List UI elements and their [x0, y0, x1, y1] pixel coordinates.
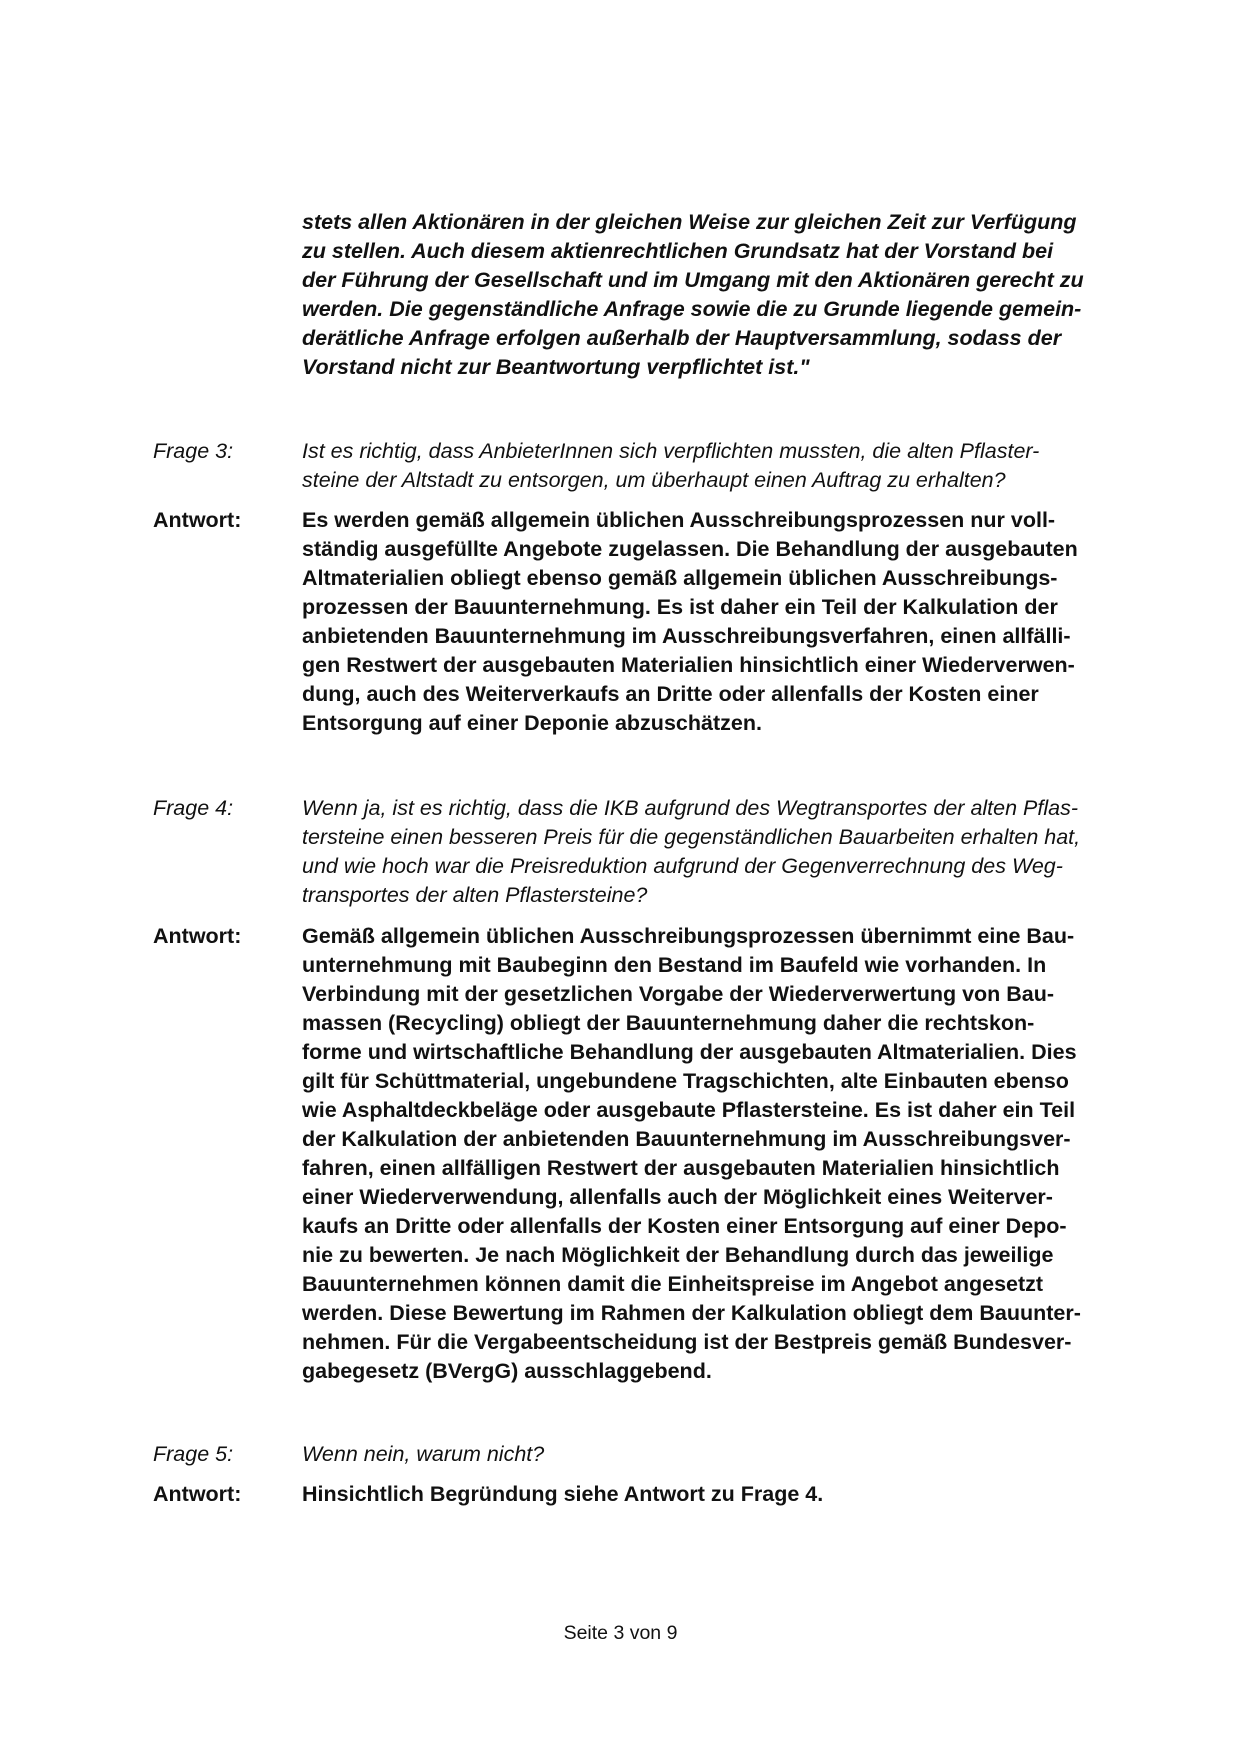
answer-4-line: Verbindung mit der gesetzlichen Vorgabe der Wiederverwertung von Bau- — [302, 982, 1055, 1006]
question-4-label: Frage 4: — [153, 796, 234, 820]
answer-4-line: unternehmung mit Baubeginn den Bestand im Baufeld wie vorhanden. In — [302, 953, 1047, 977]
answer-4-line: kaufs an Dritte oder allenfalls der Kosten einer Entsorgung auf einer Depo- — [302, 1214, 1067, 1238]
question-3-line: steine der Altstadt zu entsorgen, um überhaupt einen Auftrag zu erhalten? — [302, 468, 1006, 492]
question-4-line: transportes der alten Pflastersteine? — [302, 883, 648, 907]
answer-3-line: Altmaterialien obliegt ebenso gemäß allgemein üblichen Ausschreibungs- — [302, 566, 1058, 590]
intro-line: stets allen Aktionären in der gleichen Weise zur gleichen Zeit zur Verfügung — [302, 210, 1077, 234]
answer-4-line: gabegesetz (BVergG) ausschlaggebend. — [302, 1359, 712, 1383]
question-4-line: tersteine einen besseren Preis für die gegenständlichen Bauarbeiten erhalten hat, — [302, 825, 1081, 849]
answer-3-line: anbietenden Bauunternehmung im Ausschreibungsverfahren, einen allfälli- — [302, 624, 1071, 648]
answer-3-line: dung, auch des Weiterverkaufs an Dritte oder allenfalls der Kosten einer — [302, 682, 1039, 706]
answer-4-line: fahren, einen allfälligen Restwert der ausgebauten Materialien hinsichtlich — [302, 1156, 1060, 1180]
intro-line: Vorstand nicht zur Beantwortung verpflichtet ist." — [302, 355, 810, 379]
intro-line: derätliche Anfrage erfolgen außerhalb der Hauptversammlung, sodass der — [302, 326, 1062, 350]
intro-line: der Führung der Gesellschaft und im Umgang mit den Aktionären gerecht zu — [302, 268, 1084, 292]
answer-5-line: Hinsichtlich Begründung siehe Antwort zu Frage 4. — [302, 1482, 824, 1506]
question-3-label: Frage 3: — [153, 439, 234, 463]
answer-4-label: Antwort: — [153, 924, 242, 948]
answer-3-line: Entsorgung auf einer Deponie abzuschätzen. — [302, 711, 762, 735]
answer-4-line: nie zu bewerten. Je nach Möglichkeit der Behandlung durch das jeweilige — [302, 1243, 1054, 1267]
page-number: Seite 3 von 9 — [563, 1622, 678, 1644]
answer-3-line: gen Restwert der ausgebauten Materialien hinsichtlich einer Wiederverwen- — [302, 653, 1075, 677]
intro-line: zu stellen. Auch diesem aktienrechtlichen Grundsatz hat der Vorstand bei — [302, 239, 1054, 263]
answer-3-line: Es werden gemäß allgemein üblichen Ausschreibungsprozessen nur voll- — [302, 508, 1056, 532]
answer-4-line: forme und wirtschaftliche Behandlung der ausgebauten Altmaterialien. Dies — [302, 1040, 1077, 1064]
answer-3-label: Antwort: — [153, 508, 242, 532]
answer-4-line: werden. Diese Bewertung im Rahmen der Kalkulation obliegt dem Bauunter- — [302, 1301, 1081, 1325]
question-5-label: Frage 5: — [153, 1442, 234, 1466]
answer-5-label: Antwort: — [153, 1482, 242, 1506]
answer-4-line: Bauunternehmen können damit die Einheitspreise im Angebot angesetzt — [302, 1272, 1044, 1296]
answer-3-line: prozessen der Bauunternehmung. Es ist daher ein Teil der Kalkulation der — [302, 595, 1058, 619]
answer-4-line: der Kalkulation der anbietenden Bauunternehmung im Ausschreibungsver- — [302, 1127, 1071, 1151]
answer-4-line: gilt für Schüttmaterial, ungebundene Tragschichten, alte Einbauten ebenso — [302, 1069, 1069, 1093]
answer-3-line: ständig ausgefüllte Angebote zugelassen. Die Behandlung der ausgebauten — [302, 537, 1078, 561]
answer-4-line: Gemäß allgemein üblichen Ausschreibungsprozessen übernimmt eine Bau- — [302, 924, 1075, 948]
question-4-line: Wenn ja, ist es richtig, dass die IKB aufgrund des Wegtransportes der alten Pflas- — [302, 796, 1078, 820]
answer-4-line: wie Asphaltdeckbeläge oder ausgebaute Pflastersteine. Es ist daher ein Teil — [302, 1098, 1076, 1122]
answer-4-line: nehmen. Für die Vergabeentscheidung ist der Bestpreis gemäß Bundesver- — [302, 1330, 1072, 1354]
answer-4-line: massen (Recycling) obliegt der Bauunternehmung daher die rechtskon- — [302, 1011, 1035, 1035]
question-3-line: Ist es richtig, dass AnbieterInnen sich verpflichten mussten, die alten Pflaster- — [302, 439, 1040, 463]
intro-line: werden. Die gegenständliche Anfrage sowie die zu Grunde liegende gemein- — [302, 297, 1082, 321]
question-5-line: Wenn nein, warum nicht? — [302, 1442, 545, 1466]
question-4-line: und wie hoch war die Preisreduktion aufgrund der Gegenverrechnung des Weg- — [302, 854, 1063, 878]
answer-4-line: einer Wiederverwendung, allenfalls auch der Möglichkeit eines Weiterver- — [302, 1185, 1053, 1209]
